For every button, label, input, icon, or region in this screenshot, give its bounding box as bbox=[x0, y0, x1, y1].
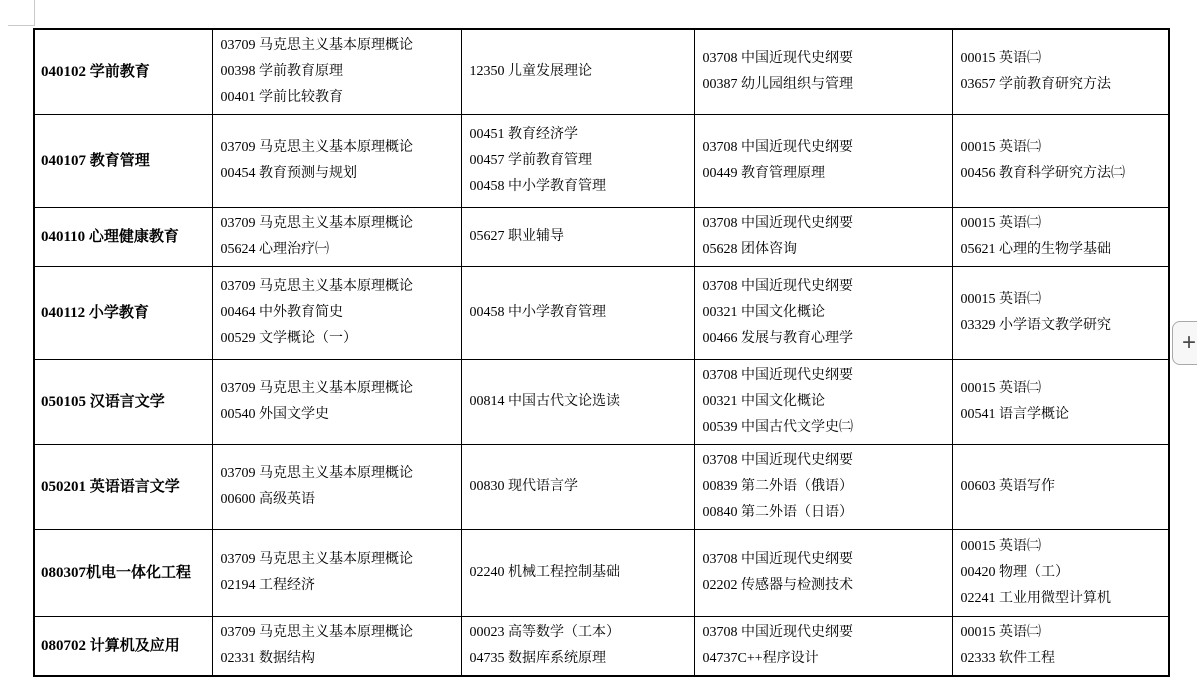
course-line: 03709 马克思主义基本原理概论 bbox=[220, 466, 413, 481]
slot-cell bbox=[694, 445, 952, 530]
zoom-in-button[interactable] bbox=[1172, 321, 1197, 365]
course-line: 00321 中国文化概论 bbox=[702, 394, 825, 409]
slot-cell bbox=[694, 115, 952, 208]
table-row bbox=[34, 445, 1169, 530]
slot-cell bbox=[694, 267, 952, 360]
course-line: 02240 机械工程控制基础 bbox=[469, 565, 620, 580]
course-line: 00023 高等数学（工本） bbox=[469, 625, 620, 640]
course-line: 00015 英语㈡ bbox=[960, 51, 1041, 66]
slot-cell bbox=[461, 445, 694, 530]
table-row bbox=[34, 530, 1169, 617]
slot-cell bbox=[694, 360, 952, 445]
slot-cell bbox=[212, 360, 461, 445]
course-line: 03709 马克思主义基本原理概论 bbox=[220, 625, 413, 640]
course-line: 03708 中国近现代史纲要 bbox=[702, 552, 853, 567]
course-line: 00529 文学概论（一） bbox=[220, 331, 357, 346]
course-line: 03709 马克思主义基本原理概论 bbox=[220, 552, 413, 567]
table-row bbox=[34, 360, 1169, 445]
table-row bbox=[34, 208, 1169, 267]
course-line: 00015 英语㈡ bbox=[960, 381, 1041, 396]
course-line: 00458 中小学教育管理 bbox=[469, 179, 606, 194]
slot-cell bbox=[952, 267, 1169, 360]
slot-cell bbox=[461, 115, 694, 208]
course-line: 03709 马克思主义基本原理概论 bbox=[220, 140, 413, 155]
course-line: 00603 英语写作 bbox=[960, 479, 1055, 494]
course-line: 00015 英语㈡ bbox=[960, 140, 1041, 155]
course-line: 03329 小学语文教学研究 bbox=[960, 318, 1111, 333]
table-row bbox=[34, 29, 1169, 115]
course-line: 00457 学前教育管理 bbox=[469, 153, 592, 168]
major-cell: 040112 小学教育 bbox=[34, 267, 212, 360]
exam-schedule-table bbox=[33, 28, 1170, 677]
course-line: 00015 英语㈡ bbox=[960, 292, 1041, 307]
course-line: 00321 中国文化概论 bbox=[702, 305, 825, 320]
course-line: 00398 学前教育原理 bbox=[220, 64, 343, 79]
slot-cell bbox=[212, 445, 461, 530]
slot-cell bbox=[212, 267, 461, 360]
major-cell: 040110 心理健康教育 bbox=[34, 208, 212, 267]
major-cell: 040107 教育管理 bbox=[34, 115, 212, 208]
course-line: 00401 学前比较教育 bbox=[220, 90, 343, 105]
slot-cell bbox=[461, 360, 694, 445]
course-line: 02202 传感器与检测技术 bbox=[702, 578, 853, 593]
course-line: 00540 外国文学史 bbox=[220, 407, 329, 422]
slot-cell bbox=[694, 530, 952, 617]
course-line: 03709 马克思主义基本原理概论 bbox=[220, 216, 413, 231]
slot-cell bbox=[212, 115, 461, 208]
slot-cell bbox=[212, 208, 461, 267]
slot-cell bbox=[694, 29, 952, 115]
slot-cell bbox=[461, 530, 694, 617]
course-line: 03708 中国近现代史纲要 bbox=[702, 216, 853, 231]
slot-cell bbox=[952, 360, 1169, 445]
course-line: 03708 中国近现代史纲要 bbox=[702, 453, 853, 468]
slot-cell bbox=[212, 530, 461, 617]
course-line: 00015 英语㈡ bbox=[960, 216, 1041, 231]
major-cell: 080702 计算机及应用 bbox=[34, 617, 212, 677]
course-line: 00541 语言学概论 bbox=[960, 407, 1069, 422]
course-line: 04735 数据库系统原理 bbox=[469, 651, 606, 666]
slot-cell bbox=[212, 29, 461, 115]
course-line: 03708 中国近现代史纲要 bbox=[702, 625, 853, 640]
course-line: 00458 中小学教育管理 bbox=[469, 305, 606, 320]
major-cell: 050105 汉语言文学 bbox=[34, 360, 212, 445]
slot-cell bbox=[212, 617, 461, 677]
course-line: 03708 中国近现代史纲要 bbox=[702, 140, 853, 155]
course-line: 05624 心理治疗㈠ bbox=[220, 242, 329, 257]
course-line: 03708 中国近现代史纲要 bbox=[702, 279, 853, 294]
slot-cell bbox=[694, 208, 952, 267]
course-line: 05627 职业辅导 bbox=[469, 229, 564, 244]
table-row bbox=[34, 115, 1169, 208]
slot-cell bbox=[952, 445, 1169, 530]
course-line: 12350 儿童发展理论 bbox=[469, 64, 592, 79]
major-cell: 080307机电一体化工程 bbox=[34, 530, 212, 617]
course-line: 00464 中外教育简史 bbox=[220, 305, 343, 320]
slot-cell bbox=[461, 267, 694, 360]
table-row bbox=[34, 617, 1169, 677]
grid-remnant-horizontal-line bbox=[8, 25, 35, 26]
exam-schedule-body bbox=[34, 29, 1169, 676]
course-line: 00015 英语㈡ bbox=[960, 625, 1041, 640]
slot-cell bbox=[952, 530, 1169, 617]
course-line: 00456 教育科学研究方法㈡ bbox=[960, 166, 1125, 181]
course-line: 03708 中国近现代史纲要 bbox=[702, 368, 853, 383]
plus-icon: + bbox=[1181, 329, 1196, 356]
course-line: 00539 中国古代文学史㈡ bbox=[702, 420, 853, 435]
course-line: 03709 马克思主义基本原理概论 bbox=[220, 38, 413, 53]
course-line: 00814 中国古代文论选读 bbox=[469, 394, 620, 409]
slot-cell bbox=[952, 617, 1169, 677]
course-line: 04737C++程序设计 bbox=[702, 651, 819, 666]
course-line: 03709 马克思主义基本原理概论 bbox=[220, 279, 413, 294]
course-line: 02194 工程经济 bbox=[220, 578, 315, 593]
slot-cell bbox=[461, 617, 694, 677]
course-line: 00015 英语㈡ bbox=[960, 539, 1041, 554]
course-line: 00420 物理（工） bbox=[960, 565, 1069, 580]
course-line: 02241 工业用微型计算机 bbox=[960, 591, 1111, 606]
course-line: 02331 数据结构 bbox=[220, 651, 315, 666]
course-line: 00466 发展与教育心理学 bbox=[702, 331, 853, 346]
course-line: 02333 软件工程 bbox=[960, 651, 1055, 666]
course-line: 00449 教育管理原理 bbox=[702, 166, 825, 181]
slot-cell bbox=[694, 617, 952, 677]
slot-cell bbox=[461, 208, 694, 267]
course-line: 05628 团体咨询 bbox=[702, 242, 797, 257]
slot-cell bbox=[952, 208, 1169, 267]
course-line: 00387 幼儿园组织与管理 bbox=[702, 77, 853, 92]
course-line: 03709 马克思主义基本原理概论 bbox=[220, 381, 413, 396]
course-line: 00840 第二外语（日语） bbox=[702, 505, 853, 520]
course-line: 00830 现代语言学 bbox=[469, 479, 578, 494]
slot-cell bbox=[461, 29, 694, 115]
course-line: 00600 高级英语 bbox=[220, 492, 315, 507]
course-line: 00451 教育经济学 bbox=[469, 127, 578, 142]
slot-cell bbox=[952, 29, 1169, 115]
slot-cell bbox=[952, 115, 1169, 208]
grid-remnant-vertical-line bbox=[34, 0, 35, 26]
major-cell: 050201 英语语言文学 bbox=[34, 445, 212, 530]
major-cell: 040102 学前教育 bbox=[34, 29, 212, 115]
course-line: 03657 学前教育研究方法 bbox=[960, 77, 1111, 92]
table-row bbox=[34, 267, 1169, 360]
course-line: 00839 第二外语（俄语） bbox=[702, 479, 853, 494]
course-line: 00454 教育预测与规划 bbox=[220, 166, 357, 181]
course-line: 05621 心理的生物学基础 bbox=[960, 242, 1111, 257]
course-line: 03708 中国近现代史纲要 bbox=[702, 51, 853, 66]
